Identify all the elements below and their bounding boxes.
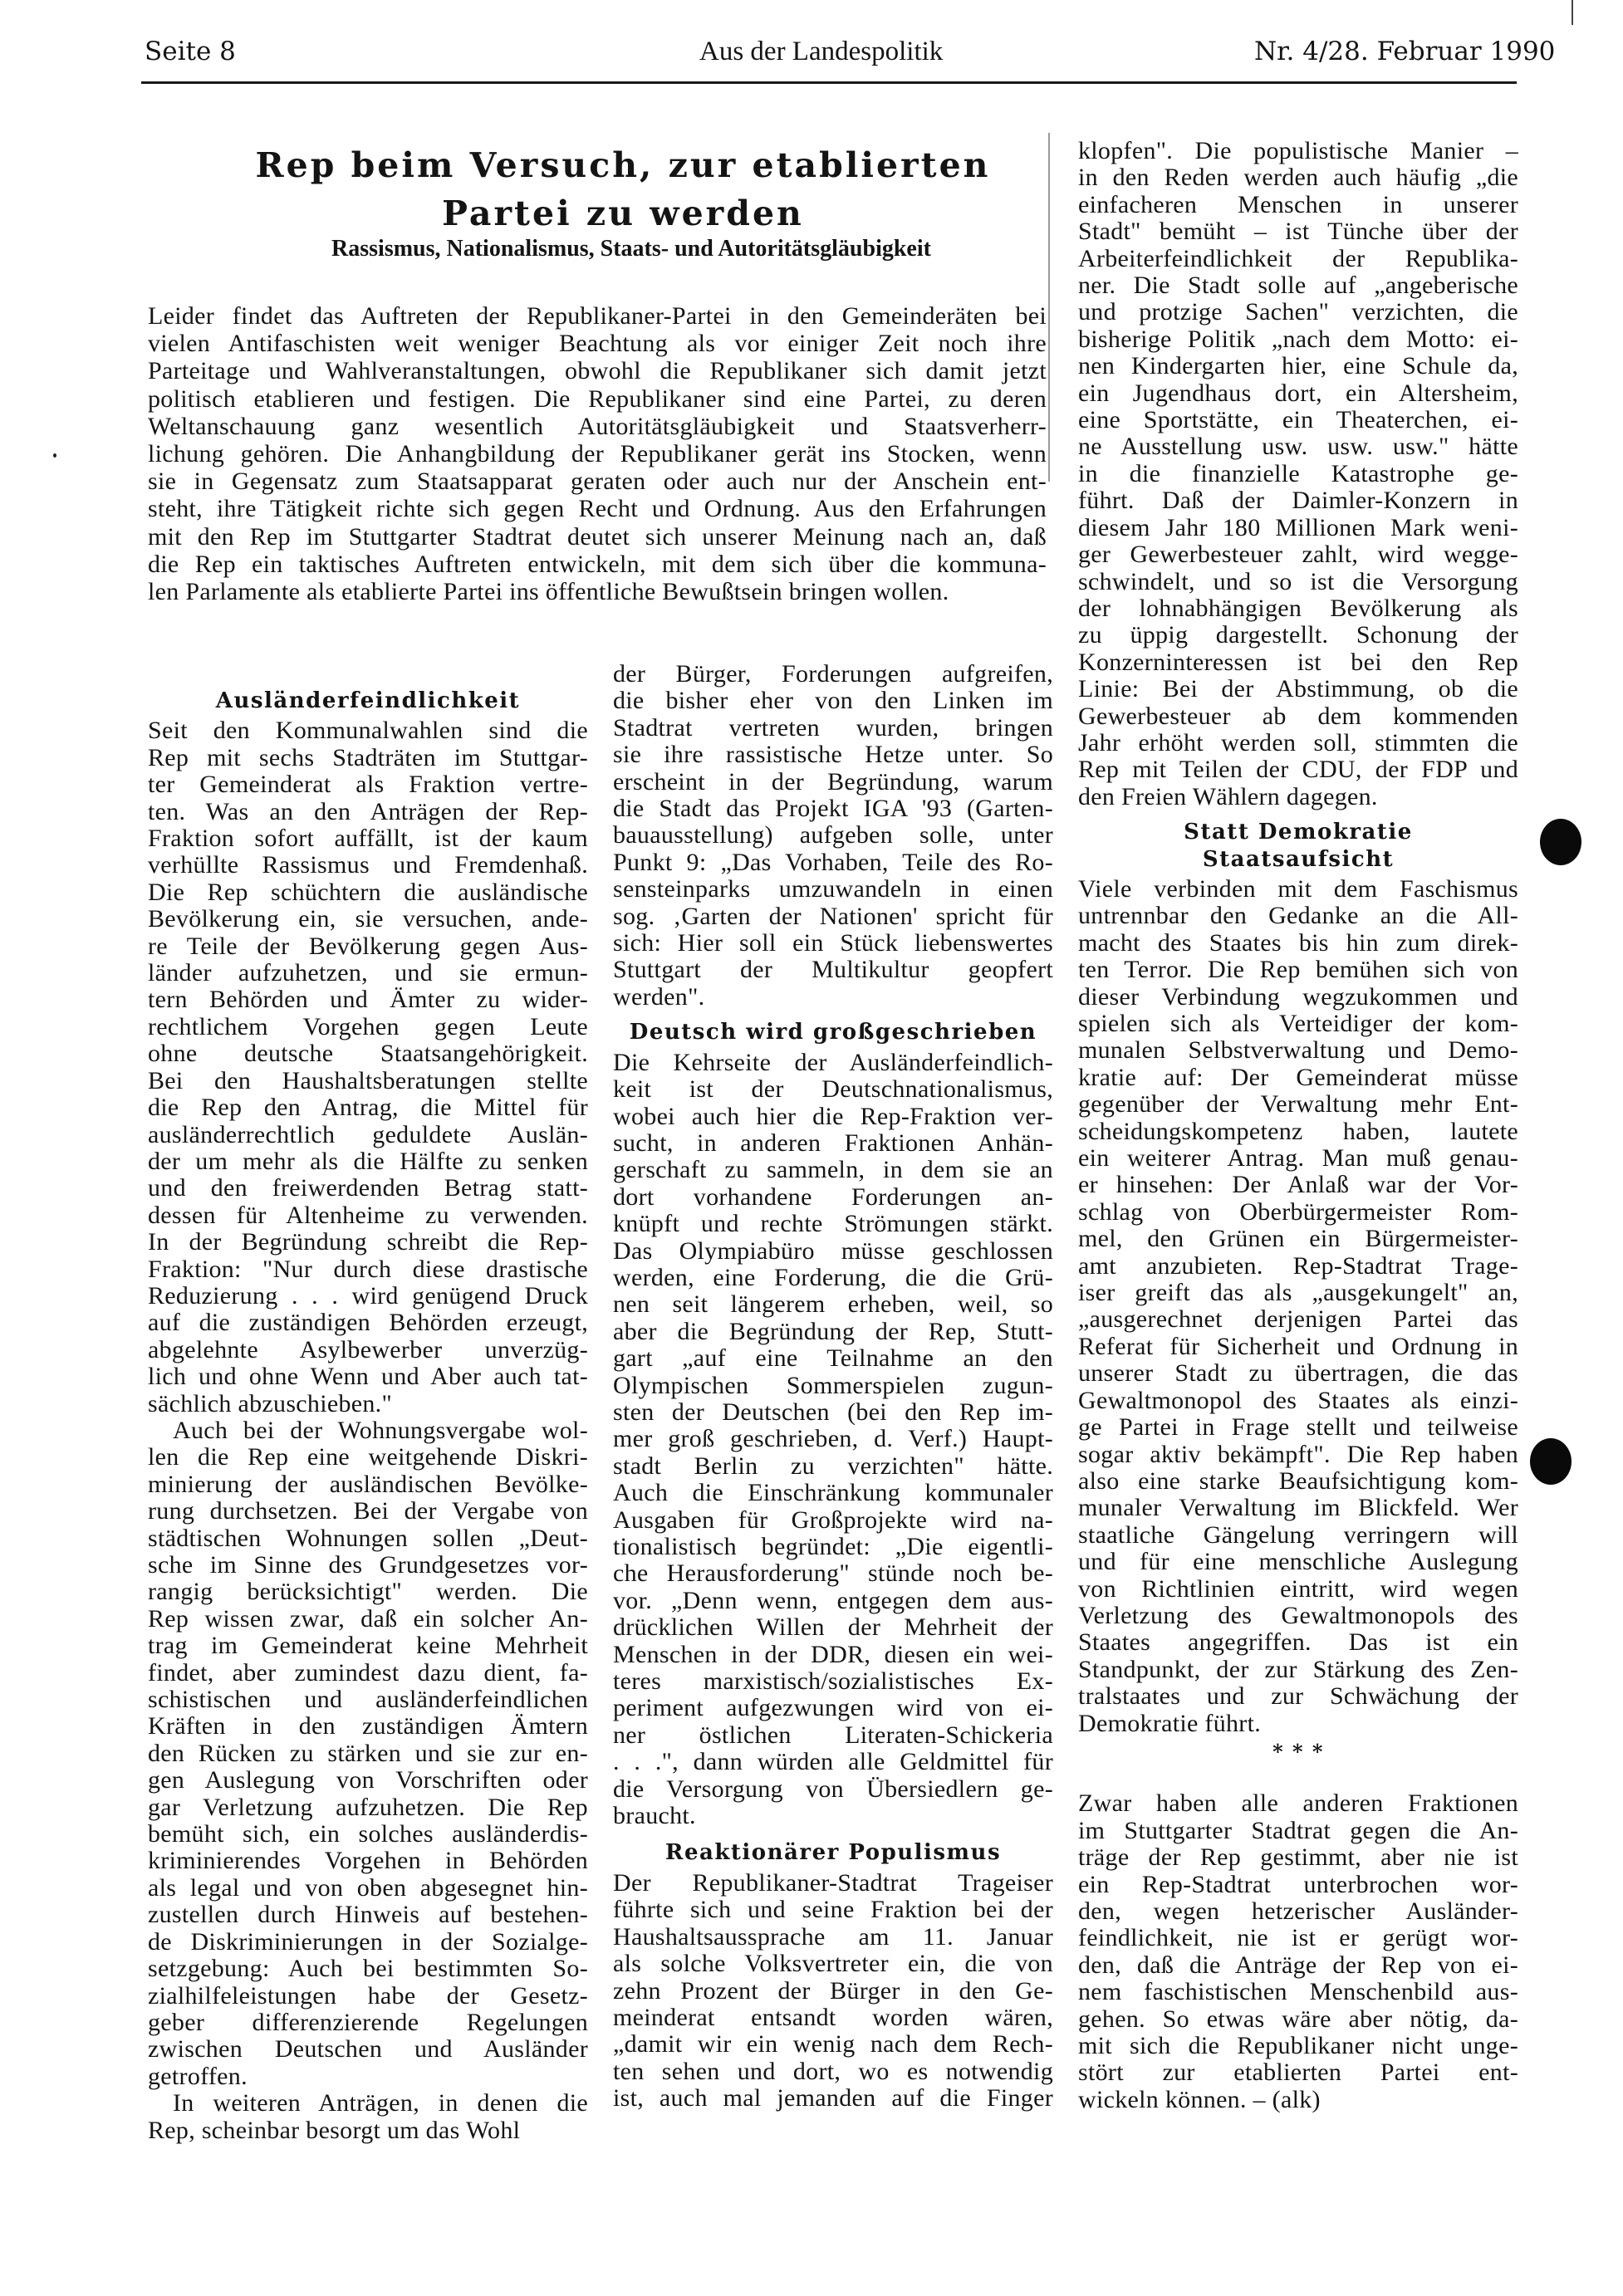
text-line: sich: Hier soll ein Stück liebenswertes [613,930,1053,957]
text-line: auf die zuständigen Behörden erzeugt, [148,1310,588,1337]
text-line: dort vorhandene Forderungen an- [613,1183,1053,1211]
text-line: und für eine menschliche Auslegung [1078,1549,1518,1576]
text-line: zialhilfeleistungen habe der Gesetz- [148,1982,588,2010]
text-line: ger Gewerbesteuer zahlt, wird wegge- [1078,541,1518,569]
text-line: ge Partei in Frage stellt und teilweise [1078,1414,1518,1442]
text-line: Rep, scheinbar besorgt um das Wohl [148,2117,521,2144]
text-line: Linie: Bei der Abstimmung, ob die [1078,676,1518,703]
text-line: Jahr erhöht werden soll, stimmten die [1078,729,1518,756]
text-line: Verletzung des Gewaltmonopols des [1078,1602,1518,1629]
column-1 [148,688,588,2144]
text-line: Gewerbesteuer ab dem kommenden [1078,703,1518,730]
text-line: knüpft und rechte Strömungen stärkt. [613,1211,1053,1238]
text-line: teres marxistisch/sozialistisches Ex- [613,1668,1053,1696]
text-line: ne Ausstellung usw. usw. usw." hätte [1078,433,1518,461]
text-line: Auch bei der Wohnungsvergabe wol- [173,1417,588,1444]
text-line: Kräften in den zuständigen Ämtern [148,1713,588,1740]
text-line: führte sich und seine Fraktion bei der [613,1897,1053,1924]
column-3 [1078,138,1518,2113]
text-line: tern Behörden und Ämter zu wider- [148,986,588,1014]
issue-date: Nr. 4/28. Februar 1990 [1254,37,1556,66]
text-line: gen Auslegung von Vorschriften oder [148,1767,588,1794]
text-line: unserer Stadt zu übertragen, die das [1078,1360,1518,1388]
text-line: vielen Antifaschisten weit weniger Beachtung als vor einiger Zeit noch ihre [148,330,1047,358]
text-line: Referat für Sicherheit und Ordnung in [1078,1333,1518,1360]
text-line: bisherige Politik „nach dem Motto: ei- [1078,326,1518,353]
text-line: im Stuttgarter Stadtrat gegen die An- [1078,1817,1518,1844]
text-line: trag im Gemeinderat keine Mehrheit [148,1633,588,1660]
text-line: den, daß die Anträge der Rep von ei- [1078,1951,1518,1979]
text-line: gart „auf eine Teilnahme an den [613,1345,1053,1373]
article-intro [148,302,1047,605]
text-line: Olympischen Sommerspielen zugun- [613,1372,1053,1399]
text-line: Demokratie führt. [1078,1710,1262,1737]
text-line: untrennbar den Gedanke an die All- [1078,903,1518,930]
text-line: Parteitage und Wahlveranstaltungen, obwohl die Republikaner sich damit jetzt [148,357,1047,385]
text-line: „damit wir ein wenig nach dem Rech- [613,2031,1053,2059]
text-line: werden". [613,983,705,1011]
text-line: sächlich abzuschieben." [148,1390,393,1417]
text-line: gar Verletzung aufzuhetzen. Die Rep [148,1794,588,1821]
text-line: Gewaltmonopol des Staates als einzi- [1078,1387,1518,1414]
text-line: Standpunkt, der zur Stärkung des Zen- [1078,1656,1518,1683]
text-line: städtischen Wohnungen sollen „Deut- [148,1525,588,1552]
text-line: also eine starke Beaufsichtigung kom- [1078,1467,1518,1495]
text-line: Viele verbinden mit dem Faschismus [1078,875,1518,903]
text-line: in die finanzielle Katastrophe ge- [1078,460,1518,487]
text-line: sucht, in anderen Fraktionen Anhän- [613,1129,1053,1157]
title-line: Rep beim Versuch, zur etablierten [255,145,991,185]
text-line: sogar aktiv bekämpft". Die Rep haben [1078,1441,1518,1468]
text-line: len die Rep eine weitgehende Diskri- [148,1444,588,1471]
text-line: länder aufzuhetzen, und sie ermun- [148,960,588,987]
text-line: macht des Staates bis hin zum direk- [1078,929,1518,957]
text-line: Punkt 9: „Das Vorhaben, Teile des Ro- [613,849,1053,876]
text-line: scheidungskompetenz haben, lautete [1078,1118,1518,1145]
text-line: Stuttgart der Multikultur geopfert [613,957,1053,984]
text-line: verhüllte Rassismus und Fremdenhaß. [148,852,588,879]
text-line: bauausstellung) aufgeben solle, unter [613,822,1053,849]
text-line: sie in Gegensatz zum Staatsapparat geraten oder auch nur der Anschein ent- [148,468,1047,496]
text-line: Die Kehrseite der Ausländerfeindlich- [613,1049,1053,1076]
text-line: die Stadt das Projekt IGA '93 (Garten- [613,796,1053,823]
text-line: nen Kindergarten hier, eine Schule da, [1078,353,1518,380]
text-line: stört zur etablierten Partei ent- [1078,2059,1518,2087]
text-line: und protzige Sachen" verzichten, die [1078,299,1518,326]
text-line: ausländerrechtlich geduldete Auslän- [148,1121,588,1148]
section-heading: Statt Demokratie [1184,820,1413,845]
scan-edge-mark [1572,0,1573,25]
header-rule [141,81,1517,84]
text-line: Seit den Kommunalwahlen sind die [148,717,588,745]
text-line: vor. „Denn wenn, entgegen dem aus- [613,1587,1053,1614]
text-line: minierung der ausländischen Bevölke- [148,1471,588,1498]
text-line: Weltanschauung ganz wesentlich Autoritätsgläubigkeit und Staatsverherr- [148,412,1047,440]
text-line: ner. Die Stadt solle auf „angeberische [1078,272,1518,300]
text-line: aber die Begründung der Rep, Stutt- [613,1318,1053,1345]
text-line: sten der Deutschen (bei den Rep im- [613,1398,1053,1426]
article-subtitle: Rassismus, Nationalismus, Staats- und Autoritätsgläubigkeit [331,236,931,262]
text-line: findet, aber zumindest dazu dient, fa- [148,1659,588,1687]
text-line: Das Olympiabüro müsse geschlossen [613,1237,1053,1265]
text-line: rung durchsetzen. Bei der Vergabe von [148,1498,588,1525]
text-line: Reduzierung . . . wird genügend Druck [148,1282,588,1310]
text-line: schwindelt, und so ist die Versorgung [1078,568,1518,595]
text-line: rechtlichem Vorgehen gegen Leute [148,1013,588,1040]
text-line: braucht. [613,1803,696,1830]
text-line: In der Begründung schreibt die Rep- [148,1229,588,1256]
text-line: Zwar haben alle anderen Fraktionen [1078,1790,1518,1818]
text-line: den, wegen hetzerischer Ausländer- [1078,1898,1518,1925]
text-line: Fraktion sofort auffällt, ist der kaum [148,825,588,853]
text-line: meinderat entsandt worden wären, [613,2004,1053,2031]
title-line: Partei zu werden [442,193,804,233]
text-line: erscheint in der Begründung, warum [613,768,1053,796]
text-line: de Diskriminierungen in der Sozialge- [148,1928,588,1956]
text-line: Rep mit sechs Stadträten im Stuttgar- [148,744,588,771]
text-line: die Rep ein taktisches Auftreten entwickeln, mit dem sich über die kommuna- [148,550,1047,578]
text-line: schistischen und ausländerfeindlichen [148,1687,588,1714]
text-line: zu üppig dargestellt. Schonung der [1078,622,1518,649]
text-line: zehn Prozent der Bürger in den Ge- [613,1977,1053,2005]
text-line: Konzerninteressen ist bei den Rep [1078,649,1518,676]
text-line: ein weiterer Antrag. Man muß genau- [1078,1145,1518,1172]
text-line: lichung gehören. Die Anhangbildung der Republikaner gerät ins Stocken, wenn [148,440,1047,468]
text-line: len Parlamente als etablierte Partei ins öffentliche Bewußtsein bringen wollen. [148,578,949,606]
text-line: drücklichen Willen der Mehrheit der [613,1614,1053,1642]
text-line: ist, auch mal jemanden auf die Finger [613,2085,1053,2112]
text-line: kratie auf: Der Gemeinderat müsse [1078,1064,1518,1091]
page-number: Seite 8 [145,37,236,66]
text-line: periment aufgezwungen wird von ei- [613,1695,1053,1722]
text-line: sensteinparks umzuwandeln in einen [613,876,1053,903]
text-line: der um mehr als die Hälfte zu senken [148,1148,588,1175]
text-line: ten Terror. Die Rep bemühen sich von [1078,957,1518,984]
text-line: den Freien Wählern dagegen. [1078,783,1378,810]
text-line: geber differenzierende Regelungen [148,2009,588,2036]
text-line: politisch etablieren und festigen. Die Republikaner sind eine Partei, zu deren [148,384,1047,413]
text-line: Staates angegriffen. Das ist ein [1078,1629,1518,1657]
text-line: als solche Volksvertreter ein, die von [613,1951,1053,1978]
text-line: munalen Selbstverwaltung und Demo- [1078,1037,1518,1065]
text-line: werden, eine Forderung, die die Grü- [613,1264,1053,1291]
section-heading: Reaktionärer Populismus [664,1840,1002,1866]
column-2 [613,661,1053,2112]
text-line: tralstaates und zur Schwächung der [1078,1683,1518,1711]
text-line: amt anzubieten. Rep-Stadtrat Trage- [1078,1252,1518,1280]
text-line: mel, den Grünen ein Bürgermeister- [1078,1226,1518,1253]
text-line: wickeln können. – (alk) [1078,2086,1321,2113]
text-line: Bei den Haushaltsberatungen stellte [148,1067,588,1094]
text-line: abgelehnte Asylbewerber unverzüg- [148,1336,588,1363]
text-line: . . .", dann würden alle Geldmittel für [613,1749,1053,1776]
text-line: stadt Berlin zu verzichten" hätte. [613,1452,1053,1480]
punch-hole-mark [1530,1438,1572,1485]
text-line: steht, ihre Tätigkeit richte sich gegen Recht und Ordnung. Aus den Erfahrungen [148,495,1047,523]
text-line: von Richtlinien eintritt, wird wegen [1078,1575,1518,1603]
text-line: keit ist der Deutschnationalismus, [613,1076,1053,1104]
text-line: sog. ‚Garten der Nationen' spricht für [613,903,1053,930]
text-line: mit den Rep im Stuttgarter Stadtrat deutet sich unserer Meinung nach an, daß [148,522,1047,551]
text-line: zustellen durch Hinweis auf bestehen- [148,1902,588,1929]
text-line: che Herausforderung" stünde noch be- [613,1560,1053,1588]
text-line: die Rep den Antrag, die Mittel für [148,1094,588,1122]
text-line: die bisher eher von den Linken im [613,688,1053,715]
text-line: einfacheren Menschen in unserer [1078,191,1518,218]
text-line: Leider findet das Auftreten der Republikaner-Partei in den Gemeinderäten bei [148,302,1047,330]
text-line: mit sich die Republikaner nicht unge- [1078,2033,1518,2060]
text-line: setzgebung: Auch bei bestimmten So- [148,1956,588,1983]
text-line: „ausgerechnet derjenigen Partei das [1078,1306,1518,1334]
text-line: nen seit längerem erheben, weil, so [613,1291,1053,1319]
text-line: mer groß geschrieben, d. Verf.) Haupt- [613,1426,1053,1453]
text-line: nem faschistischen Menschenbild aus- [1078,1979,1518,2006]
text-line: gerschaft zu sammeln, in dem sie an [613,1157,1053,1184]
text-line: ner östlichen Literaten-Schickeria [613,1721,1053,1749]
text-line: iser greift das als „ausgekungelt" an, [1078,1280,1518,1307]
text-line: sie ihre rassistische Hetze unter. So [613,742,1053,769]
text-line: als legal und von oben abgesegnet hin- [148,1874,588,1902]
text-line: in den Reden werden auch häufig „die [1078,164,1518,192]
text-line: schlag von Oberbürgermeister Rom- [1078,1198,1518,1226]
text-line: ohne deutsche Staatsangehörigkeit. [148,1040,588,1068]
text-line: der Bürger, Forderungen aufgreifen, [613,661,1053,688]
text-line: wobei auch hier die Rep-Fraktion ver- [613,1103,1053,1130]
text-line: Rep wissen zwar, daß ein solcher An- [148,1605,588,1633]
text-line: In weiteren Anträgen, in denen die [173,2090,588,2117]
text-line: feindlichkeit, nie ist er gerügt wor- [1078,1925,1518,1952]
text-line: Stadt" bemüht – ist Tünche über der [1078,218,1518,246]
scan-speck [53,453,56,458]
text-line: Menschen in der DDR, diesen ein wei- [613,1641,1053,1668]
text-line: spielen sich als Verteidiger der kom- [1078,1011,1518,1037]
text-line: Ausgaben für Großprojekte wird na- [613,1506,1053,1534]
punch-hole-mark [1540,819,1581,865]
text-line: Bevölkerung ein, sie versuchen, ande- [148,906,588,933]
text-line: bemüht sich, ein solches ausländerdis- [148,1821,588,1848]
text-line: Rep mit Teilen der CDU, der FDP und [1078,756,1518,784]
section-heading: Staatsaufsicht [1202,846,1395,872]
text-line: Die Rep schüchtern die ausländische [148,879,588,906]
text-line: die Versorgung von Übersiedlern ge- [613,1775,1053,1803]
text-line: dessen für Altenheime zu verwenden. [148,1202,588,1229]
section-heading: Deutsch wird großgeschrieben [629,1020,1037,1045]
text-line: Der Republikaner-Stadtrat Trageiser [613,1869,1053,1897]
text-line: ein Jugendhaus dort, ein Altersheim, [1078,379,1518,407]
text-line: Stadtrat vertreten wurden, bringen [613,714,1053,742]
text-line: der lohnabhängigen Bevölkerung als [1078,595,1518,622]
text-line: zwischen Deutschen und Ausländer [148,2036,588,2063]
column-rule [1048,133,1050,482]
text-line: getroffen. [148,2063,248,2090]
text-line: lich und ohne Wenn und Aber auch tat- [148,1363,588,1391]
text-line: ter Gemeinderat als Fraktion vertre- [148,771,588,799]
text-line: diesem Jahr 180 Millionen Mark weni- [1078,514,1518,541]
text-line: eine Sportstätte, ein Theaterchen, ei- [1078,407,1518,434]
text-line: gegenüber der Verwaltung mehr Ent- [1078,1091,1518,1119]
text-line: Auch die Einschränkung kommunaler [613,1480,1053,1507]
text-line: staatliche Gängelung verringern will [1078,1521,1518,1549]
text-line: ten. Was an den Anträgen der Rep- [148,798,588,825]
section-heading: Ausländerfeindlichkeit [215,688,521,713]
text-line: Haushaltsaussprache am 11. Januar [613,1923,1053,1951]
text-line: träge der Rep gestimmt, aber nie ist [1078,1844,1518,1872]
text-line: Fraktion: "Nur durch diese drastische [148,1256,588,1283]
text-line: gehen. So etwas wäre aber nötig, da- [1078,2005,1518,2033]
text-line: kriminierendes Vorgehen in Behörden [148,1848,588,1875]
text-line: re Teile der Bevölkerung gegen Aus- [148,933,588,960]
text-line: munaler Verwaltung im Blickfeld. Wer [1078,1495,1518,1522]
text-line: Arbeiterfeindlichkeit der Republika- [1078,245,1518,272]
article-title [249,141,997,237]
text-line: tionalistisch begründet: „Die eigentli- [613,1534,1053,1560]
text-line: dieser Verbindung wegzukommen und [1078,983,1518,1011]
text-line: sche im Sinne des Grundgesetzes vor- [148,1552,588,1579]
text-line: er hinsehen: Der Anlaß war der Vor- [1078,1172,1518,1199]
text-line: und den freiwerdenden Betrag statt- [148,1175,588,1202]
text-line: führt. Daß der Daimler-Konzern in [1078,487,1518,515]
text-line: klopfen". Die populistische Manier – [1078,138,1518,164]
section-title: Aus der Landespolitik [699,37,944,66]
text-line: ein Rep-Stadtrat unterbrochen wor- [1078,1871,1518,1898]
text-line: den Rücken zu stärken und sie zur en- [148,1740,588,1767]
separator-stars: * * * [1272,1739,1324,1764]
text-line: rangig berücksichtigt" werden. Die [148,1579,588,1606]
text-line: ten sehen und dort, wo es notwendig [613,2058,1053,2085]
